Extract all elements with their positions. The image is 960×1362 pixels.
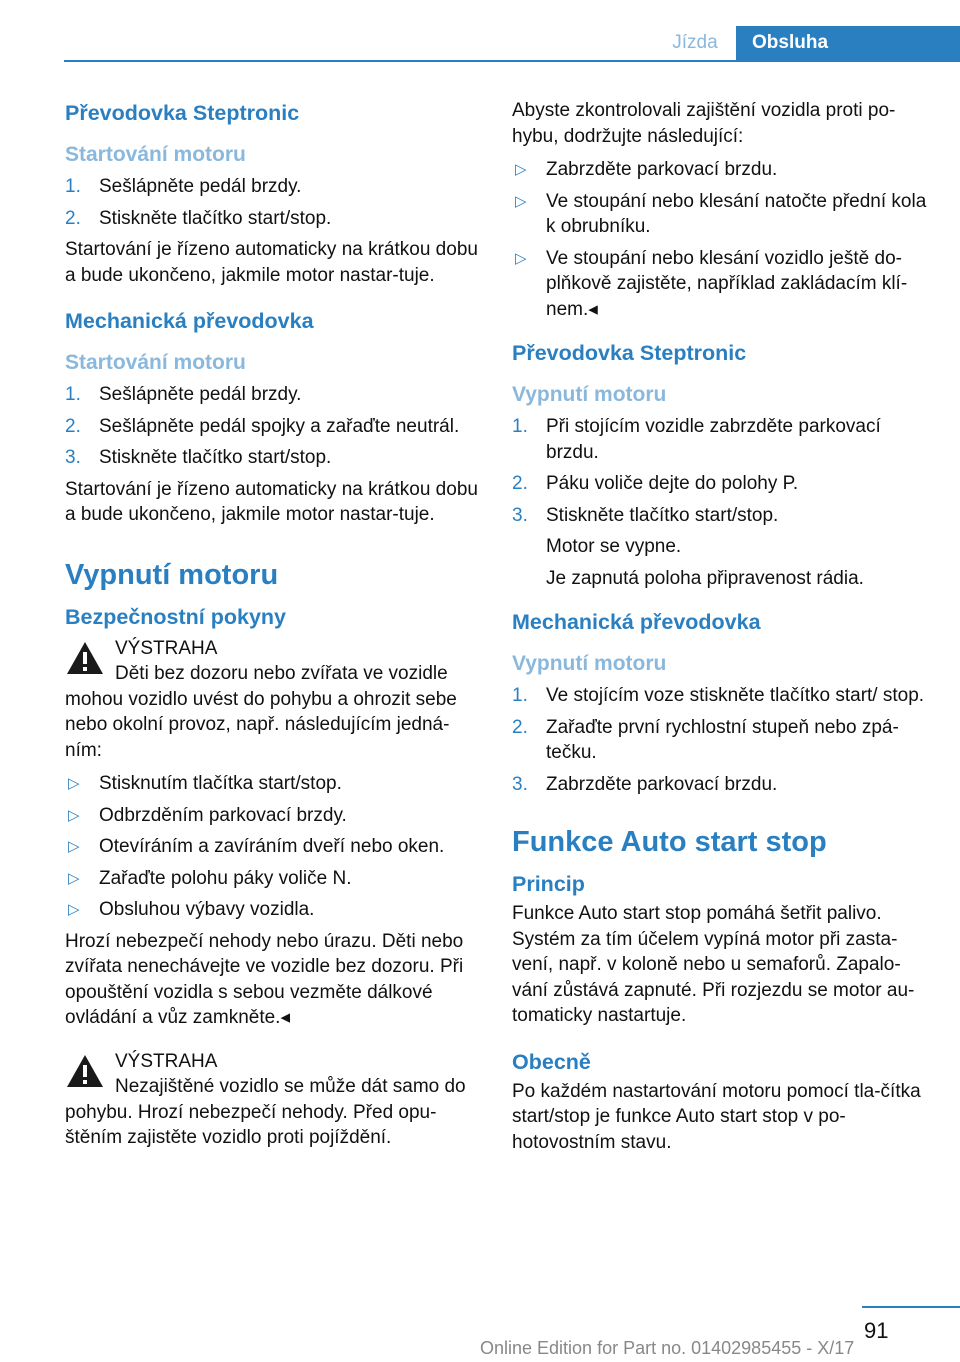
warning-block <box>65 1049 485 1151</box>
page-number: 91 <box>864 1318 889 1343</box>
tab-jizda[interactable]: Jízda <box>672 32 718 53</box>
edition-note: Online Edition for Part no. 01402985455 - X/17 <box>480 1338 855 1358</box>
list-item: 2. Zařaďte první rychlostní stupeň nebo zpá-tečku. <box>512 716 899 763</box>
paragraph: Hrozí nebezpečí nehody nebo úrazu. Děti nebo zvířata nenechávejte ve vozidle bez dozoru. Při opouštění vozidla s sebou vezměte dálkové ovládání a vůz zamkněte.◂ <box>65 930 464 1028</box>
step-note: Motor se vypne. <box>546 536 682 557</box>
warning-text: Děti bez dozoru nebo zvířata ve vozidle <box>115 663 448 684</box>
paragraph: Startování je řízeno automaticky na krátkou dobu a bude ukončeno, jakmile motor nastar-tuje. <box>65 478 478 525</box>
bullet-list <box>65 771 485 923</box>
tab-obsluha[interactable]: Obsluha <box>736 26 960 62</box>
bullet-list <box>512 157 932 322</box>
section-title: Mechanická převodovka <box>65 309 314 333</box>
subsection-title: Vypnutí motoru <box>512 383 667 406</box>
list-item: 3. Stiskněte tlačítko start/stop. <box>65 447 332 468</box>
warning-text: mohou vozidlo uvést do pohybu a ohrozit sebe nebo okolní provoz, např. následujícím jedná-ním: <box>65 688 457 761</box>
section-title: Převodovka Steptronic <box>65 101 300 125</box>
right-column <box>512 98 932 1173</box>
list-item: ▷ Zařaďte polohu páky voliče N. <box>65 866 485 892</box>
triangle-bullet-icon: ▷ <box>515 192 527 210</box>
subsection-title: Vypnutí motoru <box>512 652 667 675</box>
list-item: 1. Sešlápněte pedál brzdy. <box>65 384 302 405</box>
triangle-bullet-icon: ▷ <box>68 901 80 918</box>
warning-text: pohybu. Hrozí nebezpečí nehody. Před opu-štěním zajistěte vozidlo proti pojíždění. <box>65 1101 437 1148</box>
list-item: ▷ Zabrzděte parkovací brzdu. <box>512 157 932 183</box>
list-item: 3. Zabrzděte parkovací brzdu. <box>512 773 778 795</box>
list-item: ▷ Odbrzděním parkovací brzdy. <box>65 803 485 829</box>
list-item: 1. Ve stojícím voze stiskněte tlačítko start/ stop. <box>512 685 925 706</box>
list-item: 3. Stiskněte tlačítko start/stop. <box>512 504 779 526</box>
section-title: Bezpečnostní pokyny <box>65 604 287 629</box>
triangle-bullet-icon: ▷ <box>68 869 80 887</box>
list-item: 2. Sešlápněte pedál spojky a zařaďte neutrál. <box>65 415 460 437</box>
triangle-bullet-icon: ▷ <box>68 838 80 855</box>
paragraph: Po každém nastartování motoru pomocí tla-čítka start/stop je funkce Auto start stop v po-hotovostním stavu. <box>512 1080 921 1153</box>
steps-list <box>65 174 485 231</box>
section-title: Převodovka Steptronic <box>512 341 747 365</box>
paragraph: Startování je řízeno automaticky na krátkou dobu a bude ukončeno, jakmile motor nastar-tuje. <box>65 239 478 286</box>
warning-title: VÝSTRAHA <box>115 637 218 659</box>
section-title: Mechanická převodovka <box>512 610 761 634</box>
warning-triangle-icon <box>65 640 105 676</box>
subsection-title: Startování motoru <box>65 143 246 166</box>
triangle-bullet-icon: ▷ <box>515 161 527 178</box>
page-header <box>0 0 960 62</box>
paragraph: Abyste zkontrolovali zajištění vozidla proti po-hybu, dodržujte následující: <box>512 100 896 147</box>
chapter-title: Vypnutí motoru <box>65 558 279 591</box>
left-column <box>65 98 485 1159</box>
header-rule <box>64 60 960 62</box>
warning-triangle-icon <box>65 1053 105 1089</box>
list-item: 1. Při stojícím vozidle zabrzděte parkovací brzdu. <box>512 416 881 463</box>
warning-text: Nezajištěné vozidlo se může dát samo do <box>115 1076 466 1097</box>
section-title: Princip <box>512 872 585 896</box>
section-title: Obecně <box>512 1049 591 1074</box>
list-item: ▷ Otevíráním a zavíráním dveří nebo oken. <box>65 834 485 860</box>
steps-list <box>512 414 932 528</box>
steps-list <box>512 683 932 797</box>
step-note: Je zapnutá poloha připravenost rádia. <box>546 567 864 589</box>
list-item: 2. Páku voliče dejte do polohy P. <box>512 473 799 494</box>
triangle-bullet-icon: ▷ <box>68 775 80 792</box>
warning-title: VÝSTRAHA <box>115 1050 218 1072</box>
list-item: ▷ Ve stoupání nebo klesání vozidlo ještě do-plňkově zajistěte, například zakládacím klí-nem.◂ <box>512 246 932 323</box>
list-item: ▷ Stisknutím tlačítka start/stop. <box>65 771 485 797</box>
warning-block <box>65 636 485 764</box>
footer-rule <box>862 1306 960 1308</box>
list-item: 2. Stiskněte tlačítko start/stop. <box>65 207 332 229</box>
triangle-bullet-icon: ▷ <box>515 249 527 267</box>
subsection-title: Startování motoru <box>65 351 246 374</box>
steps-list <box>65 382 485 471</box>
list-item: ▷ Ve stoupání nebo klesání natočte přední kola k obrubníku. <box>512 189 932 240</box>
triangle-bullet-icon: ▷ <box>68 806 80 824</box>
list-item: ▷ Obsluhou výbavy vozidla. <box>65 897 485 923</box>
chapter-title: Funkce Auto start stop <box>512 826 827 858</box>
list-item: 1. Sešlápněte pedál brzdy. <box>65 176 302 197</box>
paragraph: Funkce Auto start stop pomáhá šetřit palivo. Systém za tím účelem vypíná motor při zasta-vení, např. v koloně nebo u semaforů. Zapalo-vání zůstává zapnuté. Při rozjezdu se motor au-tomaticky nastartuje. <box>512 903 915 1026</box>
